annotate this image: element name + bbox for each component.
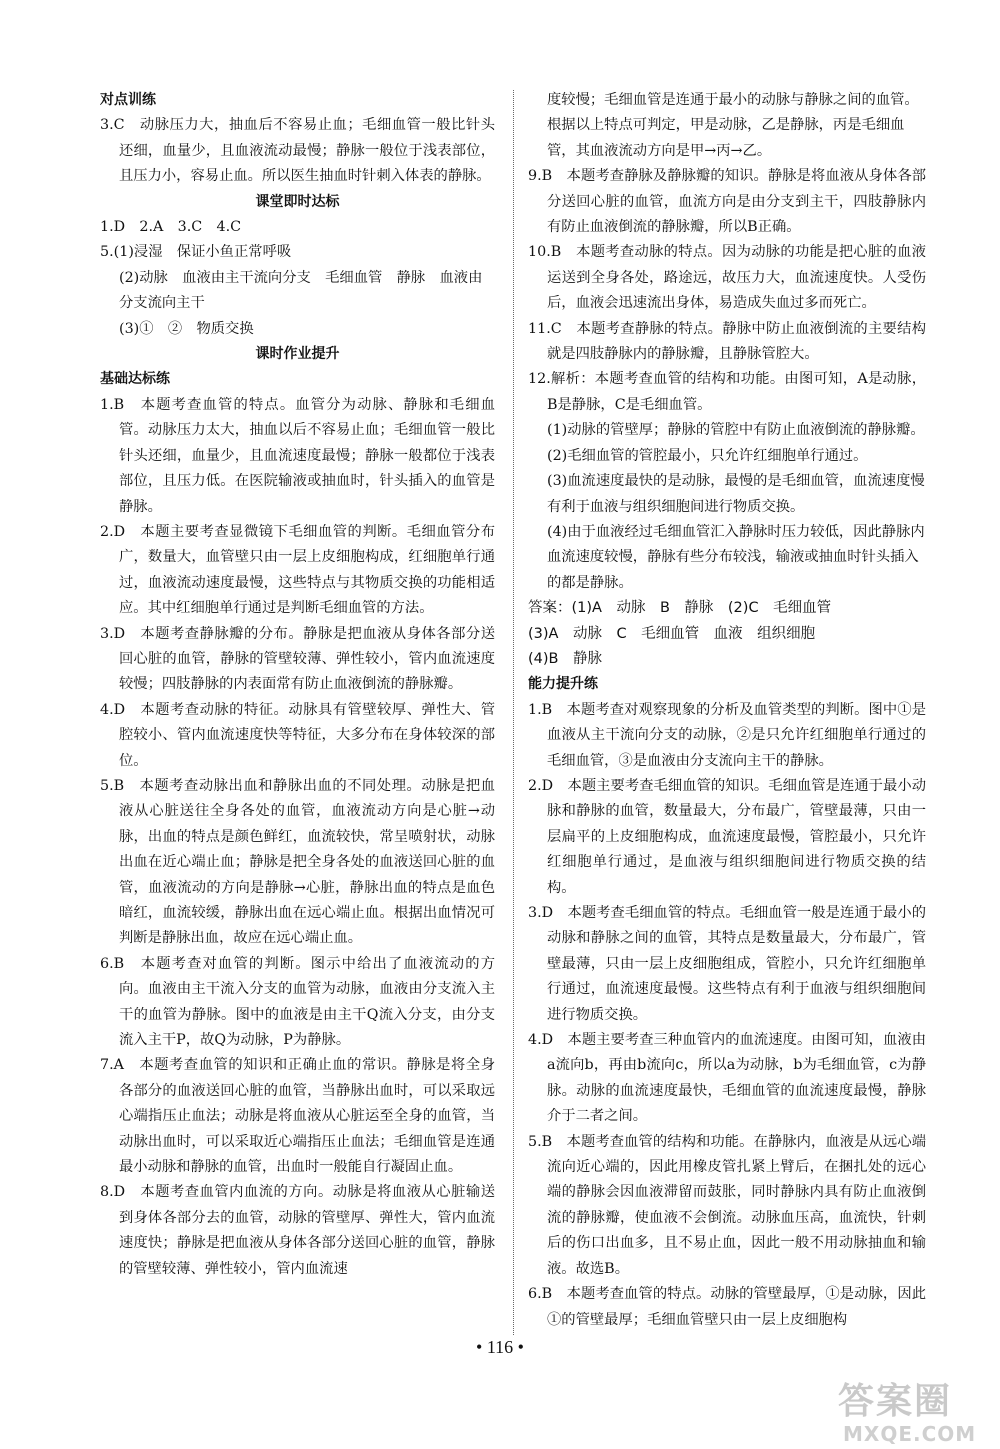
paragraph: 2.D 本题主要考查显微镜下毛细血管的判断。毛细血管分布广，数量大，血管壁只由一层上皮细胞构成，红细胞单行通过，血液流动速度最慢，这些特点与其物质交换的功能相适应。其中红细胞单行通过是判断毛细血管的方法。 — [100, 523, 495, 617]
paragraph: 3.C 动脉压力大，抽血后不容易止血；毛细血管一般比针头还细，血量少，且血液流动最慢；静脉一般位于浅表部位，且压力小，容易止血。所以医生抽血时针刺入体表的静脉。 — [100, 117, 495, 185]
watermark-logo: 答案圈 — [838, 1381, 953, 1422]
paragraph: (1)动脉的管壁厚；静脉的管腔中有防止血液倒流的静脉瓣。 — [547, 422, 925, 439]
paragraph: (3)血流速度最快的是动脉，最慢的是毛细血管，血流速度慢有利于血液与组织细胞间进行物质交换。 — [547, 473, 925, 515]
paragraph: 1.D 2.A 3.C 4.C — [100, 219, 242, 236]
paragraph: 12.解析：本题考查血管的结构和功能。由图可知，A是动脉，B是静脉，C是毛细血管。 — [528, 371, 926, 413]
answer-line: 答案：(1)A 动脉 B 静脉 (2)C 毛细血管 — [528, 600, 832, 617]
right-column — [528, 88, 926, 1333]
left-column — [100, 88, 495, 1282]
section-heading: 课堂即时达标 — [255, 193, 340, 210]
answer-line: (3)A 动脉 C 毛细血管 血液 组织细胞 — [528, 625, 816, 642]
paragraph: 11.C 本题考查静脉的特点。静脉中防止血液倒流的主要结构就是四肢静脉内的静脉瓣，且静脉管腔大。 — [528, 320, 926, 363]
page-number: • 116 • — [476, 1337, 524, 1357]
paragraph: (2)动脉 血液由主干流向分支 毛细血管 静脉 血液由分支流向主干 — [119, 269, 483, 312]
paragraph: 1.B 本题考查血管的特点。血管分为动脉、静脉和毛细血管。动脉压力太大，抽血以后不容易止血；毛细血管一般比针头还细，血量少，且血流速度最慢；静脉一般都位于浅表部位，且压力低。在医院输液或抽血时，针头插入的血管是静脉。 — [100, 396, 495, 515]
paragraph: 5.(1)浸湿 保证小鱼正常呼吸 — [100, 244, 292, 261]
section-heading: 能力提升练 — [528, 676, 598, 693]
paragraph: 6.B 本题考查血管的特点。动脉的管壁最厚，①是动脉，因此①的管壁最厚；毛细血管壁只由一层上皮细胞构 — [528, 1286, 926, 1328]
paragraph: 度较慢；毛细血管是连通于最小的动脉与静脉之间的血管。根据以上特点可判定，甲是动脉，乙是静脉，丙是毛细血管，其血液流动方向是甲→丙→乙。 — [547, 92, 919, 159]
paragraph: (4)由于血液经过毛细血管汇入静脉时压力较低，因此静脉内血流速度较慢，静脉有些分布较浅，输液或抽血时针头插入的都是静脉。 — [547, 523, 925, 591]
paragraph: 5.B 本题考查动脉出血和静脉出血的不同处理。动脉是把血液从心脏送往全身各处的血管，血液流动方向是心脏→动脉，出血的特点是颜色鲜红，血流较快，常呈喷射状，动脉出血在近心端止血；静脉是把全身各处的血液送回心脏的血管，血液流动的方向是静脉→心脏，静脉出血的特点是血色暗红，血流较缓，静脉出血在远心端止血。根据出血情况可判断是静脉出血，故应在远心端止血。 — [100, 777, 495, 947]
paragraph: 6.B 本题考查对血管的判断。图示中给出了血液流动的方向。血液由主干流入分支的血管为动脉，血液由分支流入主干的血管为静脉。图中的血液是由主干Q流入分支，由分支流入主干P，故Q为动脉，P为静脉。 — [100, 955, 495, 1049]
paragraph: (2)毛细血管的管腔最小，只允许红细胞单行通过。 — [547, 447, 868, 464]
paragraph: 3.D 本题考查静脉瓣的分布。静脉是把血液从身体各部分送回心脏的血管，静脉的管壁较薄、弹性较小，管内血流速度较慢；四肢静脉的内表面常有防止血液倒流的静脉瓣。 — [100, 625, 495, 693]
answer-line: (4)B 静脉 — [528, 650, 602, 667]
paragraph: 3.D 本题考查毛细血管的特点。毛细血管一般是连通于最小的动脉和静脉之间的血管，其特点是数量最大，分布最广，管壁最薄，只由一层上皮细胞组成，管腔小，只允许红细胞单行通过，血流速度最慢。这些特点有利于血液与组织细胞间进行物质交换。 — [528, 905, 926, 1023]
paragraph: 2.D 本题主要考查毛细血管的知识。毛细血管是连通于最小动脉和静脉的血管，数量最大，分布最广，管壁最薄，只由一层扁平的上皮细胞构成，血流速度最慢，管腔最小，只允许红细胞单行通过，是血液与组织细胞间进行物质交换的结构。 — [528, 777, 926, 896]
paragraph: 7.A 本题考查血管的知识和正确止血的常识。静脉是将全身各部分的血液送回心脏的血管，当静脉出血时，可以采取远心端指压止血法；动脉是将血液从心脏运至全身的血管，当动脉出血时，可以采取近心端指压止血法；毛细血管是连通最小动脉和静脉的血管，出血时一般能自行凝固止血。 — [100, 1057, 495, 1176]
paragraph: 5.B 本题考查血管的结构和功能。在静脉内，血液是从远心端流向近心端的，因此用橡皮管扎紧上臂后，在捆扎处的远心端的静脉会因血液滞留而鼓胀，同时静脉内具有防止血液倒流的静脉瓣，使血液不会倒流。动脉血压高，血流快，针刺后的伤口出血多，且不易止血，因此一般不用动脉抽血和输液。故选B。 — [528, 1133, 926, 1277]
paragraph: 8.D 本题考查血管内血流的方向。动脉是将血液从心脏输送到身体各部分去的血管，动脉的管壁厚、弹性大，管内血流速度快；静脉是把血液从身体各部分送回心脏的血管，静脉的管壁较薄、弹性较小，管内血流速 — [100, 1184, 495, 1277]
paragraph: (3)① ② 物质交换 — [119, 320, 254, 337]
section-heading: 基础达标练 — [100, 371, 170, 388]
paragraph: 9.B 本题考查静脉及静脉瓣的知识。静脉是将血液从身体各部分送回心脏的血管，血流方向是由分支到主干，四肢静脉内有防止血液倒流的静脉瓣，所以B正确。 — [528, 168, 926, 236]
paragraph: 1.B 本题考查对观察现象的分析及血管类型的判断。图中①是血液从主干流向分支的动脉，②是只允许红细胞单行通过的毛细血管，③是血液由分支流向主干的静脉。 — [528, 701, 926, 769]
paragraph: 10.B 本题考查动脉的特点。因为动脉的功能是把心脏的血液运送到全身各处，路途远，故压力大，血流速度快。人受伤后，血液会迅速流出身体，易造成失血过多而死亡。 — [528, 244, 926, 312]
section-heading: 课时作业提升 — [255, 346, 340, 363]
column-divider — [513, 90, 514, 1335]
section-heading: 对点训练 — [100, 92, 156, 108]
paragraph: 4.D 本题考查动脉的特征。动脉具有管壁较厚、弹性大、管腔较小、管内血流速度快等特征，大多分布在身体较深的部位。 — [100, 701, 495, 769]
paragraph: 4.D 本题主要考查三种血管内的血流速度。由图可知，血液由a流向b，再由b流向c，所以a为动脉，b为毛细血管，c为静脉。动脉的血流速度最快，毛细血管的血流速度最慢，静脉介于二者之间。 — [528, 1032, 926, 1125]
watermark-url: MXQE.COM — [843, 1422, 977, 1446]
